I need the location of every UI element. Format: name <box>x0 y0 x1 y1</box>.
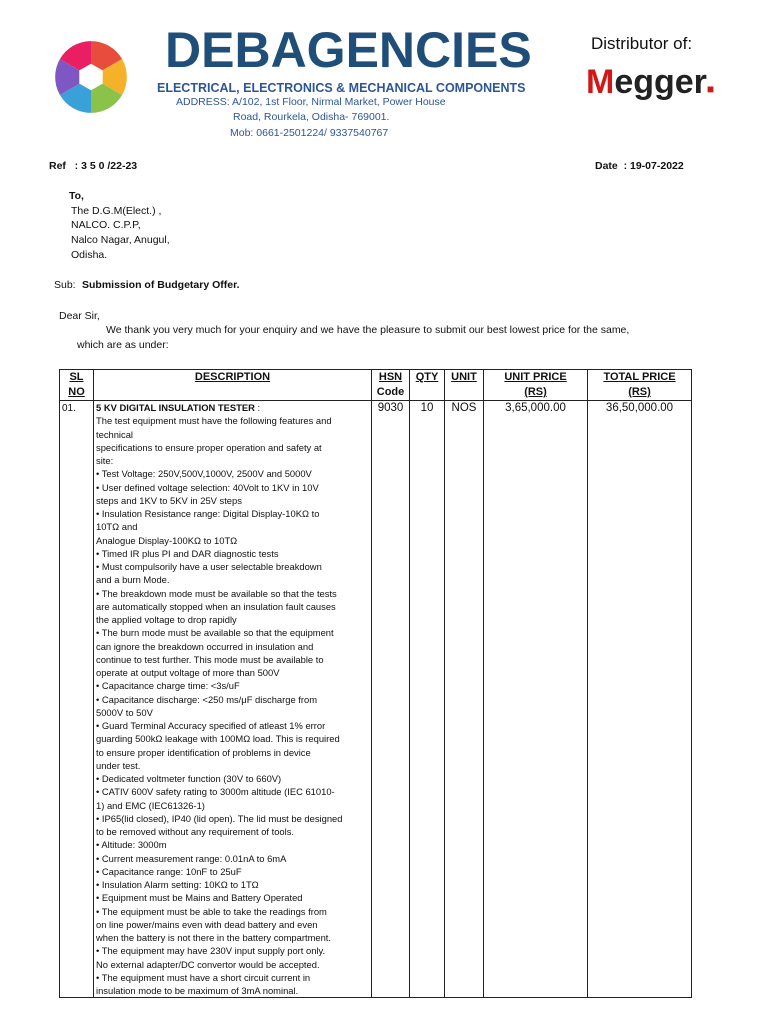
spec-line: 5000V to 50V <box>96 706 153 718</box>
row-qty: 10 <box>410 401 445 998</box>
spec-line: • Guard Terminal Accuracy specified of atleast 1% error <box>96 720 326 731</box>
spec-line: • Insulation Alarm setting: 10KΩ to 1TΩ <box>96 879 259 890</box>
spec-line: • Test Voltage: 250V,500V,1000V, 2500V and 5000V <box>96 468 312 480</box>
company-logo-icon <box>52 38 130 116</box>
contact-numbers: Mob: 0661-2501224/ 9337540767 <box>230 127 389 139</box>
company-name: DEBAGENCIES <box>165 22 532 78</box>
recipient-line: Nalco Nagar, Anugul, <box>71 234 170 246</box>
spec-line: steps and 1KV to 5KV in 25V steps <box>96 494 242 506</box>
header-unit: UNIT <box>445 370 484 401</box>
spec-line: can ignore the breakdown occurred in insulation and <box>96 640 314 652</box>
spec-line: • Current measurement range: 0.01nA to 6mA <box>96 852 287 864</box>
spec-line: the applied voltage to drop rapidly <box>96 614 237 625</box>
spec-line: • CATIV 600V safety rating to 3000m altitude (IEC 61010- <box>96 786 335 798</box>
spec-line: • The equipment must be able to take the readings from <box>96 905 327 917</box>
letter-date: Date : 19-07-2022 <box>595 160 684 172</box>
recipient-to: To, <box>69 190 84 202</box>
table-header-row <box>60 370 692 401</box>
address-line-2: Road, Rourkela, Odisha- 769001. <box>233 111 390 123</box>
spec-line: technical <box>96 428 134 440</box>
spec-line: Analogue Display-100KΩ to 10TΩ <box>96 534 238 546</box>
item-title: 5 KV DIGITAL INSULATION TESTER : <box>96 402 261 413</box>
page-bottom-edge <box>0 1004 768 1024</box>
body-line-1: We thank you very much for your enquiry and we have the pleasure to submit our best lowest price for the same, <box>106 324 630 336</box>
spec-line: • Capacitance range: 10nF to 25uF <box>96 865 242 877</box>
spec-line: under test. <box>96 759 141 771</box>
spec-line: The test equipment must have the following features and <box>96 415 332 427</box>
megger-logo <box>586 63 714 102</box>
reference-number: Ref : 3 5 0 /22-23 <box>49 160 138 172</box>
header-description: DESCRIPTION <box>94 370 372 401</box>
price-table <box>59 369 692 998</box>
greeting: Dear Sir, <box>59 310 100 322</box>
body-line-2: which are as under: <box>77 339 169 351</box>
spec-line: • Altitude: 3000m <box>96 839 167 851</box>
spec-line: • The equipment may have 230V input supply port only. <box>96 945 326 957</box>
header-sl-no: SL NO <box>60 370 94 401</box>
spec-line: • The breakdown mode must be available so that the tests <box>96 587 337 599</box>
spec-line: site: <box>96 455 114 466</box>
row-description <box>94 401 372 998</box>
row-unit-price: 3,65,000.00 <box>484 401 588 998</box>
spec-line: • Dedicated voltmeter function (30V to 660V) <box>96 773 282 784</box>
row-unit: NOS <box>445 401 484 998</box>
spec-line: No external adapter/DC convertor would be accepted. <box>96 958 320 970</box>
subject-label: Sub: <box>54 279 76 291</box>
spec-line: to ensure proper identification of problems in device <box>96 746 311 758</box>
row-total-price: 36,50,000.00 <box>588 401 692 998</box>
header-total-price: TOTAL PRICE (RS) <box>588 370 692 401</box>
spec-line: • Equipment must be Mains and Battery Operated <box>96 892 303 904</box>
recipient-line: NALCO. C.P.P, <box>71 219 141 231</box>
header-qty: QTY <box>410 370 445 401</box>
spec-line: specifications to ensure proper operation and safety at <box>96 441 322 453</box>
spec-line: • User defined voltage selection: 40Volt to 1KV in 10V <box>96 481 319 493</box>
spec-line: • The equipment must have a short circuit current in <box>96 971 311 983</box>
spec-line: • The burn mode must be available so that the equipment <box>96 627 334 639</box>
distributor-label: Distributor of: <box>591 34 693 53</box>
spec-line: guarding 500kΩ leakage with 100MΩ load. This is required <box>96 733 340 745</box>
table-row <box>60 401 692 998</box>
megger-logo-rest: egger <box>614 63 707 101</box>
spec-line: are automatically stopped when an insulation fault causes <box>96 600 336 612</box>
spec-line: to be removed without any requirement of tools. <box>96 826 295 837</box>
spec-line: • Capacitance charge time: <3s/uF <box>96 680 240 692</box>
address-line-1: ADDRESS: A/102, 1st Floor, Nirmal Market, Power House <box>176 96 446 108</box>
spec-line: and a burn Mode. <box>96 574 170 586</box>
row-sl-no: 01. <box>60 401 94 998</box>
header-hsn-code: HSN Code <box>372 370 410 401</box>
spec-line: 1) and EMC (IEC61326-1) <box>96 799 205 811</box>
megger-logo-mark: ■ <box>706 82 715 96</box>
recipient-line: The D.G.M(Elect.) , <box>71 205 162 217</box>
header-unit-price: UNIT PRICE (RS) <box>484 370 588 401</box>
spec-line: • Must compulsorily have a user selectable breakdown <box>96 561 322 572</box>
spec-line: 10TΩ and <box>96 521 138 533</box>
spec-line: operate at output voltage of more than 500V <box>96 667 280 678</box>
spec-line: • IP65(lid closed), IP40 (lid open). The lid must be designed <box>96 812 343 824</box>
spec-line: • Capacitance discharge: <250 ms/μF discharge from <box>96 693 318 705</box>
recipient-line: Odisha. <box>71 249 108 261</box>
spec-line: continue to test further. This mode must be available to <box>96 653 324 665</box>
spec-line: on line power/mains even with dead battery and even <box>96 918 318 930</box>
megger-logo-initial: M <box>586 63 615 101</box>
spec-line: when the battery is not there in the battery compartment. <box>96 932 332 943</box>
spec-line: • Timed IR plus PI and DAR diagnostic tests <box>96 547 279 559</box>
row-hsn-code: 9030 <box>372 401 410 998</box>
subject-text: Submission of Budgetary Offer. <box>82 279 240 291</box>
company-tagline: ELECTRICAL, ELECTRONICS & MECHANICAL COMPONENTS <box>157 81 526 95</box>
spec-line: insulation mode to be maximum of 3mA nominal. <box>96 985 299 996</box>
spec-line: • Insulation Resistance range: Digital Display-10KΩ to <box>96 508 320 519</box>
